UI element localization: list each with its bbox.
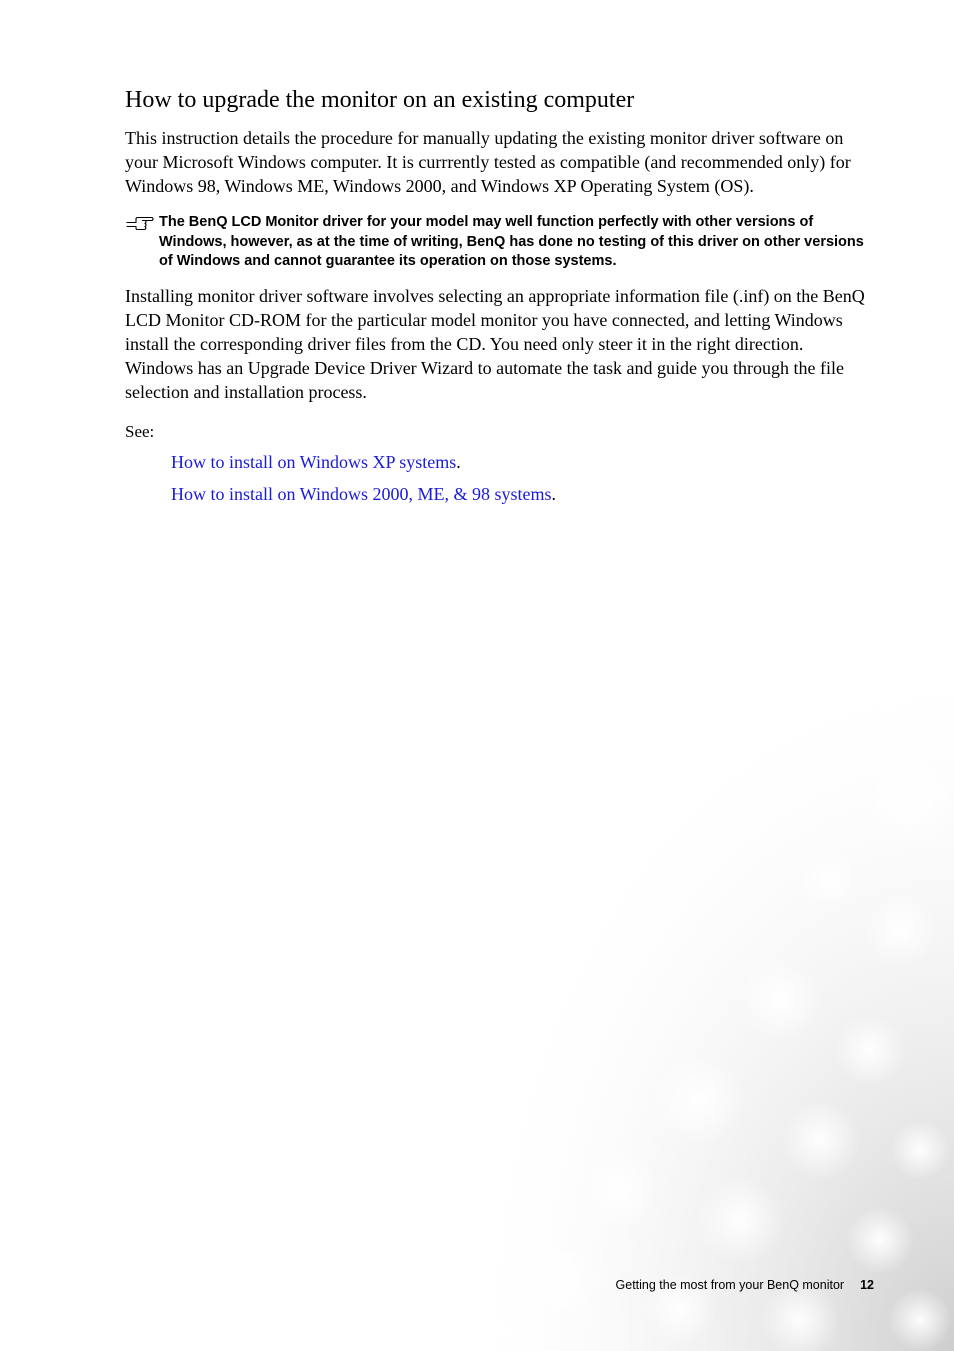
- body-paragraph: Installing monitor driver software involves selecting an appropriate information file (.inf) on the BenQ LCD Monitor CD-ROM for the particular model monitor you have connected, and letting Windows install the corresponding driver files from the CD. You need only steer it in the right direction. Windows has an Upgrade Device Driver Wizard to automate the task and guide you through the file selection and installation process.: [125, 285, 865, 402]
- link-line-2000-me-98: [171, 482, 875, 506]
- page-content: [125, 84, 875, 514]
- pointing-hand-icon: [125, 213, 155, 233]
- footer-title: Getting the most from your BenQ monitor: [615, 1278, 845, 1292]
- note-block: [125, 213, 875, 272]
- note-text: The BenQ LCD Monitor driver for your model may well function perfectly with other versions of Windows, however, as at the time of writing, BenQ has done no testing of this driver on other versions of Windows and cannot guarantee its operation on those systems.: [159, 214, 864, 269]
- link-install-windows-2000-me-98[interactable]: How to install on Windows 2000, ME, & 98 systems: [171, 483, 552, 504]
- cross-reference-links: [171, 450, 875, 506]
- link-line-xp: [171, 450, 875, 474]
- page-number: 12: [860, 1278, 874, 1292]
- page-footer: [616, 1278, 874, 1292]
- link-suffix: .: [456, 451, 461, 472]
- link-suffix: .: [551, 483, 556, 504]
- section-heading: How to upgrade the monitor on an existing computer: [125, 87, 635, 113]
- intro-paragraph: This instruction details the procedure for manually updating the existing monitor driver software on your Microsoft Windows computer. It is currrently tested as compatible (and recommended only) for Windows 98, Windows ME, Windows 2000, and Windows XP Operating System (OS).: [125, 128, 851, 196]
- link-install-windows-xp[interactable]: How to install on Windows XP systems: [171, 451, 457, 472]
- see-label: See:: [125, 421, 155, 441]
